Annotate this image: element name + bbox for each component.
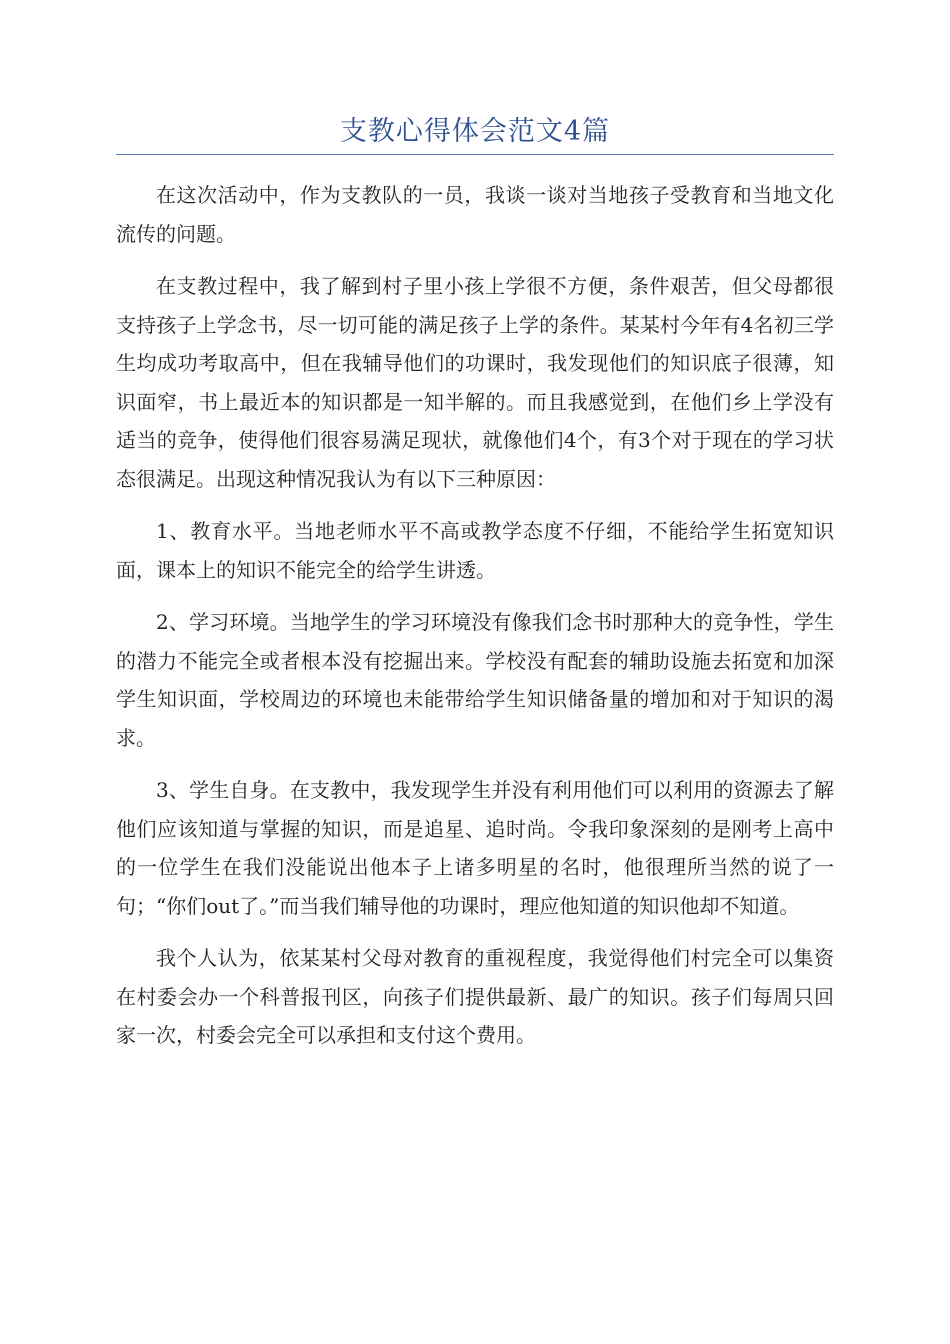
document-title: 支教心得体会范文4篇 (339, 116, 611, 147)
paragraph-intro: 在这次活动中，作为支教队的一员，我谈一谈对当地孩子受教育和当地文化流传的问题。 (116, 183, 834, 246)
title-underline (116, 154, 834, 155)
document-body (116, 176, 834, 1069)
paragraph-observation: 在支教过程中，我了解到村子里小孩上学很不方便，条件艰苦，但父母都很支持孩子上学念书，尽一切可能的满足孩子上学的条件。某某村今年有4名初三学生均成功考取高中，但在我辅导他们的功课时，我发现他们的知识底子很薄，知识面窄，书上最近本的知识都是一知半解的。而且我感觉到，在他们乡上学没有适当的竞争，使得他们很容易满足现状，就像他们4个，有3个对于现在的学习状态很满足。出现这种情况我认为有以下三种原因： (116, 274, 834, 491)
paragraph-suggestion: 我个人认为，依某某村父母对教育的重视程度，我觉得他们村完全可以集资在村委会办一个科普报刊区，向孩子们提供最新、最广的知识。孩子们每周只回家一次，村委会完全可以承担和支付这个费用。 (116, 946, 834, 1047)
paragraph-reason-2: 2、学习环境。当地学生的学习环境没有像我们念书时那种大的竞争性，学生的潜力不能完全或者根本没有挖掘出来。学校没有配套的辅助设施去拓宽和加深学生知识面，学校周边的环境也未能带给学生知识储备量的增加和对于知识的渴求。 (116, 610, 834, 750)
paragraph-reason-1: 1、教育水平。当地老师水平不高或教学态度不仔细，不能给学生拓宽知识面，课本上的知识不能完全的给学生讲透。 (116, 519, 834, 582)
paragraph-reason-3: 3、学生自身。在支教中，我发现学生并没有利用他们可以利用的资源去了解他们应该知道与掌握的知识，而是追星、追时尚。令我印象深刻的是刚考上高中的一位学生在我们没能说出他本子上诸多明星的名时，他很理所当然的说了一句；“你们out了。”而当我们辅导他的功课时，理应他知道的知识他却不知道。 (116, 778, 834, 918)
